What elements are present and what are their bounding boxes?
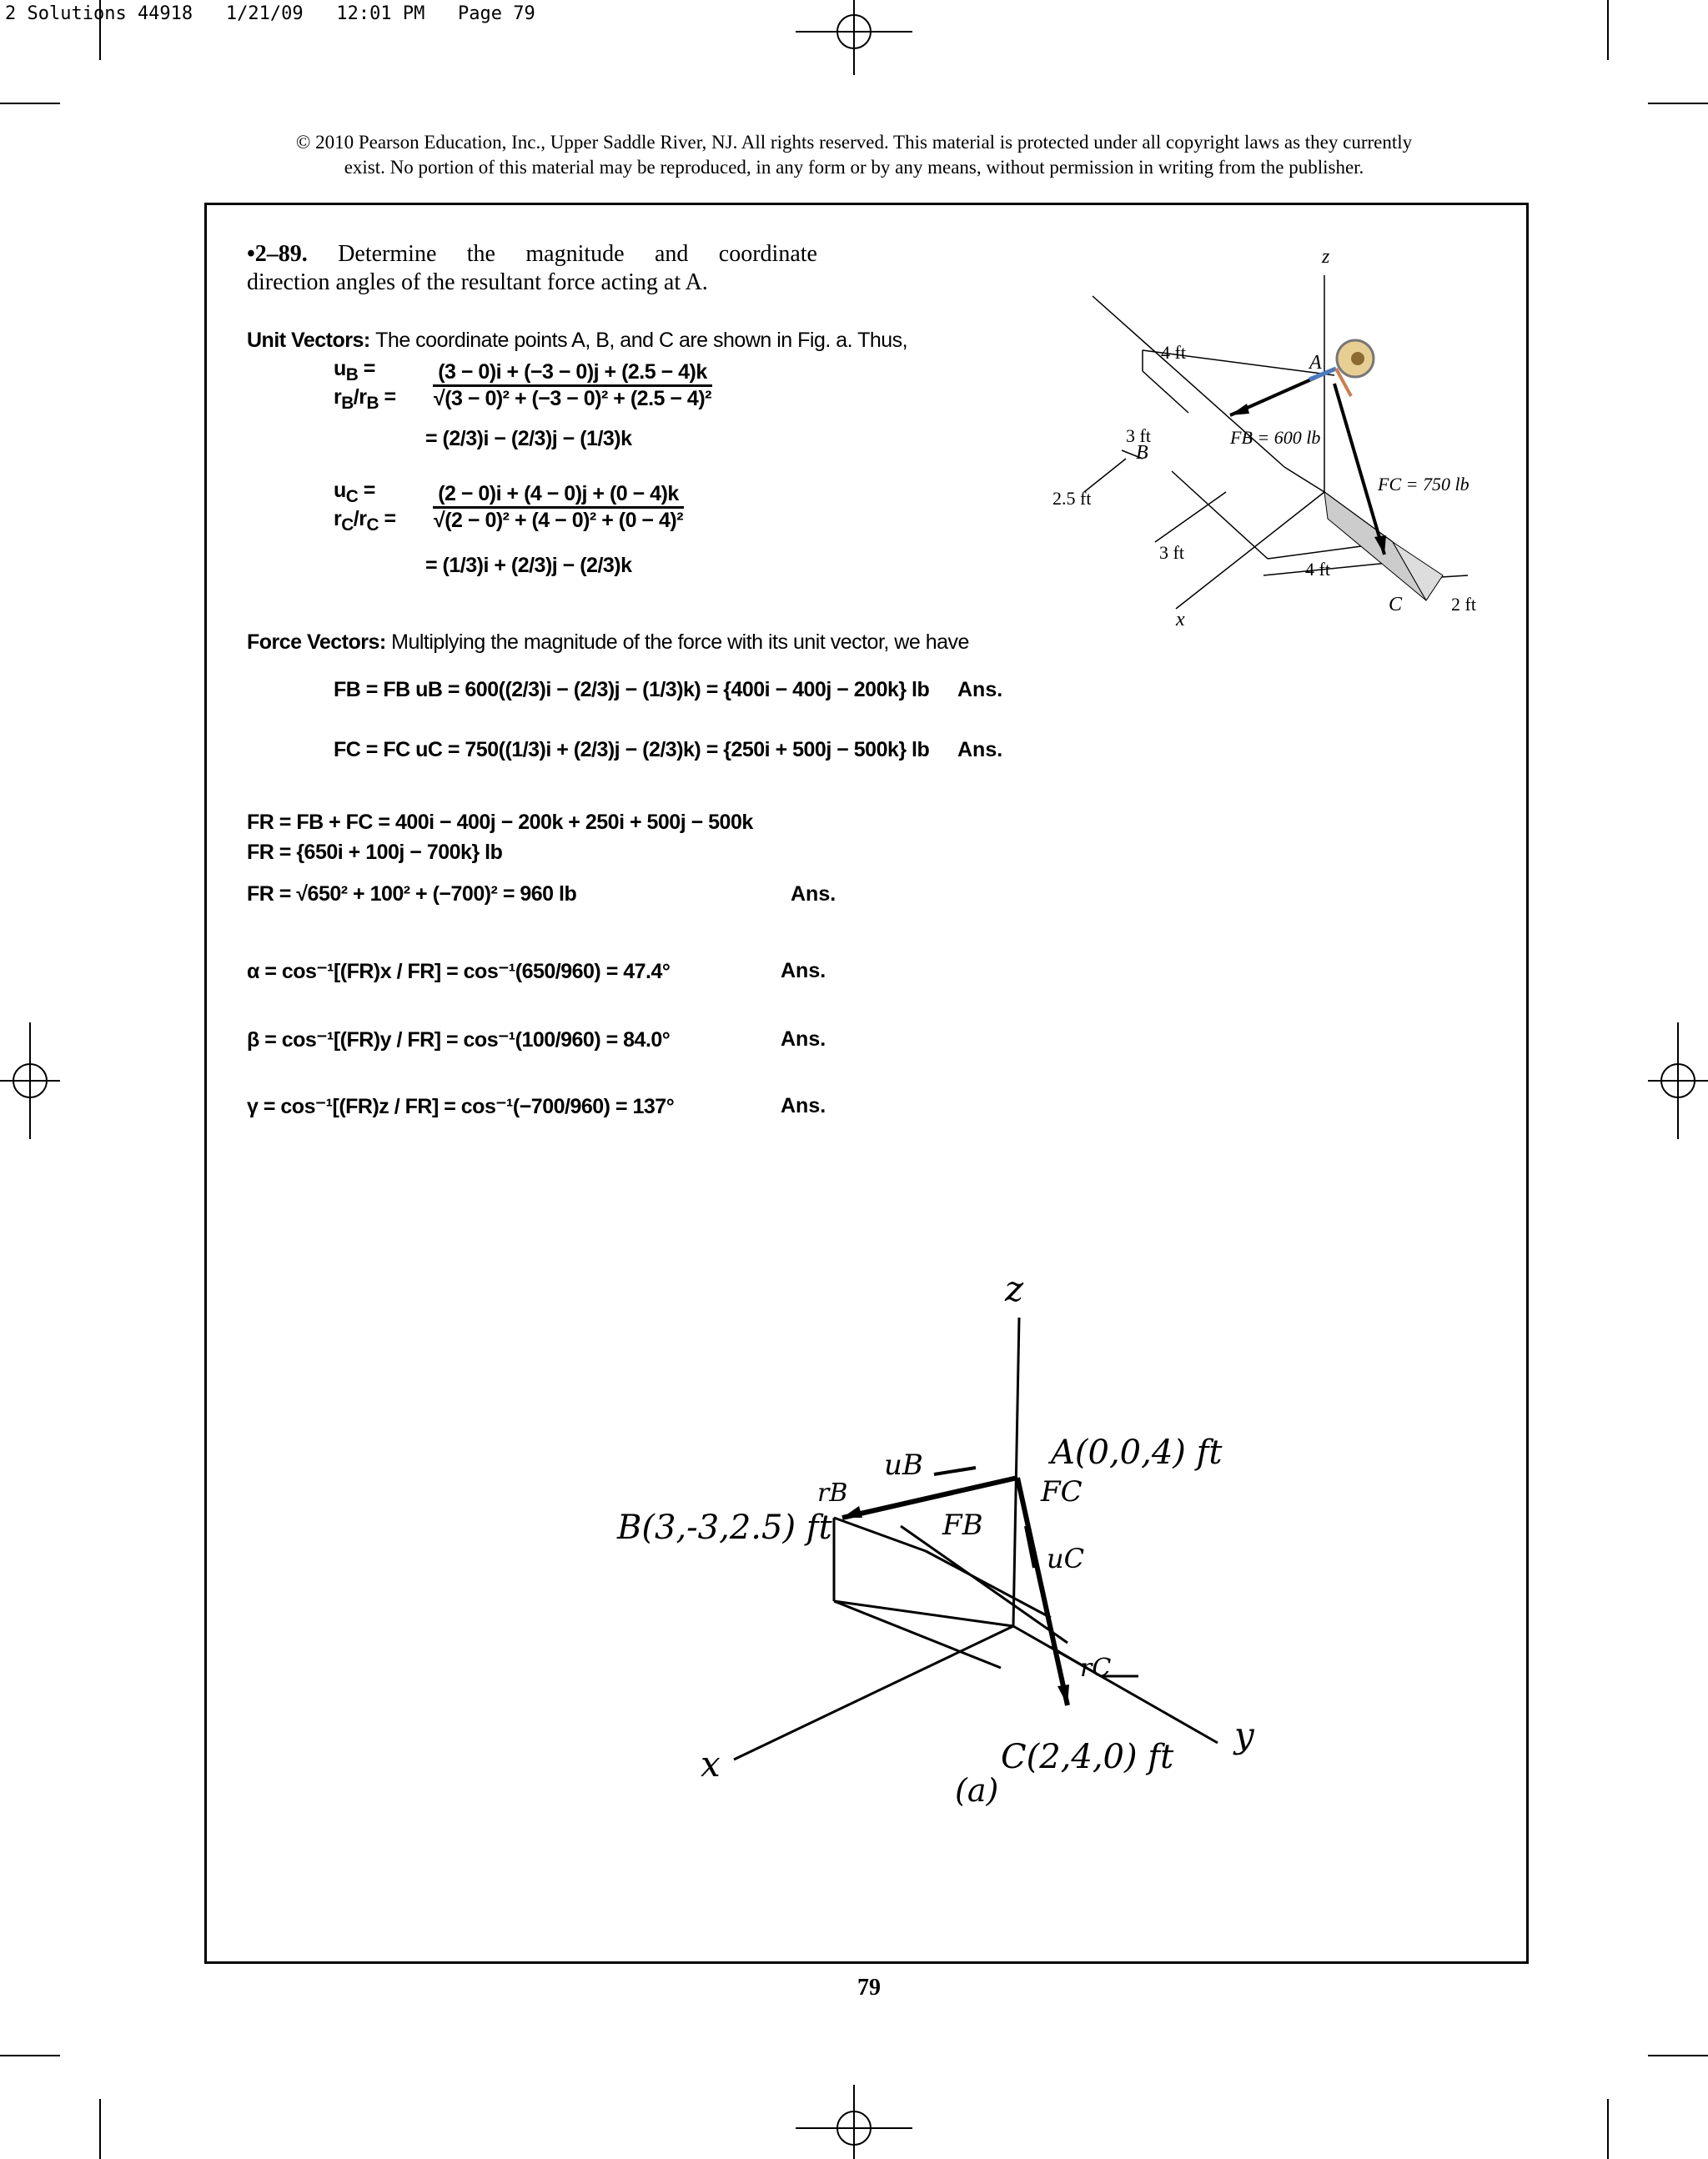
fig-dim-4ft-top: 4 ft [1161,342,1186,363]
fig-FC-label: FC = 750 lb [1378,474,1469,495]
copyright-notice [0,130,1708,180]
problem-figure [1034,225,1501,642]
page-number: 79 [857,1975,881,2001]
FB-ans: Ans. [957,678,1003,701]
uC-result: = (1/3)i + (2/3)j − (2/3)k [425,554,632,577]
gamma-ans: Ans. [781,1094,826,1117]
FR-vector: FR = {650i + 100j − 700k} lb [247,841,503,864]
sketch-rB-label: rB [817,1479,848,1508]
problem-number: •2–89. [247,241,308,267]
sketch-uB-label: uB [884,1449,923,1482]
fig-point-C: C [1389,594,1403,615]
sketch-y-label: y [1234,1715,1254,1755]
uB-denominator: √(3 − 0)² + (−3 − 0)² + (2.5 − 4)² [434,386,711,410]
fig-x-label: x [1176,609,1185,630]
fig-point-B: B [1136,442,1148,464]
uC-denominator: √(2 − 0)² + (4 − 0)² + (0 − 4)² [434,508,684,532]
unit-vectors-intro: Unit Vectors: The coordinate points A, B, and C are shown in Fig. a. Thus, [247,329,908,352]
fig-dim-2ft: 2 ft [1451,594,1476,615]
FR-sum: FR = FB + FC = 400i − 400j − 200k + 250i + 500j − 500k [247,811,753,834]
beta-equation: β = cos⁻¹[(FR)y / FR] = cos⁻¹(100/960) = 84.0° [247,1028,671,1052]
uC-numerator: (2 − 0)i + (4 − 0)j + (0 − 4)k [433,482,684,509]
sketch-point-B: B(3,-3,2.5) ft [617,1509,832,1547]
uB-result: = (2/3)i − (2/3)j − (1/3)k [425,427,632,450]
alpha-equation: α = cos⁻¹[(FR)x / FR] = cos⁻¹(650/960) = 47.4° [247,960,671,983]
fig-FB-label: FB = 600 lb [1230,427,1321,448]
FC-equation: FC = FC uC = 750((1/3)i + (2/3)j − (2/3)k) = {250i + 500j − 500k} lb [334,738,930,761]
copyright-line-2: exist. No portion of this material may be reproduced, in any form or by any means, without permission in writing from the publisher. [344,157,1364,178]
fig-dim-3ft-bottom: 3 ft [1159,542,1184,563]
sketch-point-A: A(0,0,4) ft [1051,1433,1223,1472]
print-slug: 2 Solutions 44918 1/21/09 12:01 PM Page 79 [5,3,535,24]
uC-equation: $u_C = r_C/r_C$ = $\frac{(2 - 0)i + (4 - 0)j + (0 - 4)k}{\text{√(2 − 0)² + (4 − 0)² + (0 − 4)²}}$ [334,479,691,535]
uB-numerator: (3 − 0)i + (−3 − 0)j + (2.5 − 4)k [433,360,712,387]
sketch-FB-label: FB [942,1509,983,1542]
problem-statement [247,240,817,297]
sketch-figure-a [584,1251,1318,1851]
fig-dim-4ft-bottom: 4 ft [1305,559,1330,580]
sketch-point-C: C(2,4,0) ft [1001,1738,1174,1776]
problem-line-2: direction angles of the resultant force acting at A. [247,269,708,295]
fig-z-label: z [1322,246,1330,268]
gamma-equation: γ = cos⁻¹[(FR)z / FR] = cos⁻¹(−700/960) = 137° [247,1095,675,1118]
FR-ans: Ans. [791,882,836,906]
sketch-FC-label: FC [1041,1475,1083,1509]
FC-ans: Ans. [957,738,1003,761]
alpha-ans: Ans. [781,959,826,982]
fig-point-A: A [1309,352,1322,374]
FB-equation: FB = FB uB = 600((2/3)i − (2/3)j − (1/3)k) = {400i − 400j − 200k} lb [334,678,930,701]
sketch-caption: (a) [955,1772,999,1809]
force-vectors-intro: Force Vectors: Multiplying the magnitude of the force with its unit vector, we have [247,630,969,654]
fig-dim-2-5ft: 2.5 ft [1052,488,1092,509]
fig-dim-3ft-top: 3 ft [1126,425,1151,446]
sketch-rC-label: rC [1080,1654,1112,1683]
problem-line-1: •2–89. Determine the magnitude and coordinate [247,241,817,267]
sketch-x-label: x [701,1744,721,1785]
uB-equation: $u_B = r_B/r_B$ = $\frac{(3 - 0)i + (-3 - 0)j + (2.5 - 4)k}{\text{√(3 − 0)² + (−3 − 0)² + (2.5 − 4)²}}$ [334,357,720,414]
FR-magnitude: FR = √650² + 100² + (−700)² = 960 lb [247,882,577,906]
beta-ans: Ans. [781,1027,826,1051]
copyright-line-1: © 2010 Pearson Education, Inc., Upper Saddle River, NJ. All rights reserved. This material is protected under all copyright laws as they currently [295,132,1413,153]
sketch-uC-label: uC [1047,1543,1085,1574]
sketch-z-label: z [1005,1268,1024,1309]
